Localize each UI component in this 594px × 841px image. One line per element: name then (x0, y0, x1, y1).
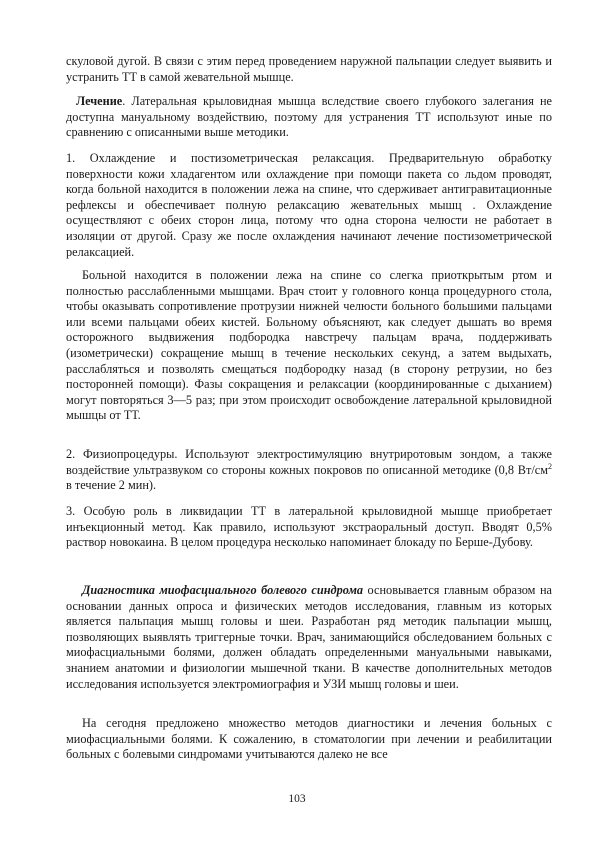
paragraph-procedure (66, 268, 552, 424)
paragraph-text: 2. Физиопроцедуры. Используют электростимуляцию внутриротовым зондом, а также воздействие ультразвуком со стороны кожных покровов по описанной методике (0,8 Вт/см (66, 447, 552, 477)
paragraph-treatment (66, 94, 552, 141)
diagnostics-heading: Диагностика миофасциального болевого синдрома (82, 583, 364, 597)
page-number: 103 (288, 793, 306, 805)
paragraph-text: основывается главным образом на основании данных опроса и физических методов исследования, главным из которых является пальпация мышц головы и шеи. Разработан ряд методик пальпации мышц, позволяющих выявлять триггерные точки. Врач, занимающийся обследованием больных с миофасциальными болями, должен обладать определенными мануальными навыками, знанием анатомии и физиологии мышечной ткани. В качестве дополнительных методов исследования используется электромиография и УЗИ мышц головы и шеи. (66, 583, 552, 691)
paragraph-physiotherapy (66, 447, 552, 494)
paragraph-cooling-relaxation (66, 151, 552, 260)
paragraph-text: 1. Охлаждение и постизометрическая релаксация. Предварительную обработку поверхности кожи хладагентом или охлаждение при помощи пакета со льдом проводят, когда больной находится в положении лежа на спине, что сдерживает антигравитационные рефлексы и обеспечивает полную релаксацию жевательных мышц . Охлаждение осуществляют с обеих сторон лица, потому что одна сторона челюсти не работает в изоляции от другой. Сразу же после охлаждения начинают лечение постизометрической релаксацией. (66, 151, 552, 259)
paragraph-text: На сегодня предложено множество методов диагностики и лечения больных с миофасциальными болями. К сожалению, в стоматологии при лечении и реабилитации больных с болевыми синдромами учитываются далеко не все (66, 716, 552, 762)
paragraph-injection (66, 504, 552, 551)
paragraph-methods (66, 716, 552, 763)
treatment-heading: Лечение (76, 94, 123, 108)
paragraph-continuation (66, 54, 552, 85)
superscript: 2 (548, 461, 552, 471)
paragraph-text: скуловой дугой. В связи с этим перед проведением наружной пальпации следует выявить и устранить ТТ в самой жевательной мышце. (66, 54, 552, 84)
paragraph-text: в течение 2 мин). (66, 478, 157, 493)
paragraph-text: 3. Особую роль в ликвидации ТТ в латеральной крыловидной мышце приобретает инъекционный метод. Как правило, используют экстраоральный доступ. Вводят 0,5% раствор новокаина. В целом процедура несколько напоминает блокаду по Берше-Дубову. (66, 504, 552, 550)
paragraph-text: . Латеральная крыловидная мышца вследствие своего глубокого залегания не доступна мануальному воздействию, поэтому для устранения ТТ используют иные по сравнению с описанными выше методики. (66, 94, 552, 140)
paragraph-diagnostics (66, 583, 552, 692)
paragraph-text: Больной находится в положении лежа на спине со слегка приоткрытым ртом и полностью расслабленными мышцами. Врач стоит у головного конца процедурного стола, чтобы оказывать сопротивление протрузии нижней челюсти больного большими пальцами или всеми пальцами обеих кистей. Больному объясняют, как следует дышать во время осторожного выдвижения подбородка навстречу пальцам врача, поддерживать (изометрически) сокращение мышц в течение нескольких секунд, а затем выдыхать, расслабляться и позволять смещаться подбородку назад (в сторону ретрузии, но без посторонней помощи). Фазы сокращения и релаксации (координированные с дыханием) могут повторяться 3—5 раз; при этом происходит освобождение латеральной крыловидной мышцы от ТТ. (66, 268, 552, 423)
